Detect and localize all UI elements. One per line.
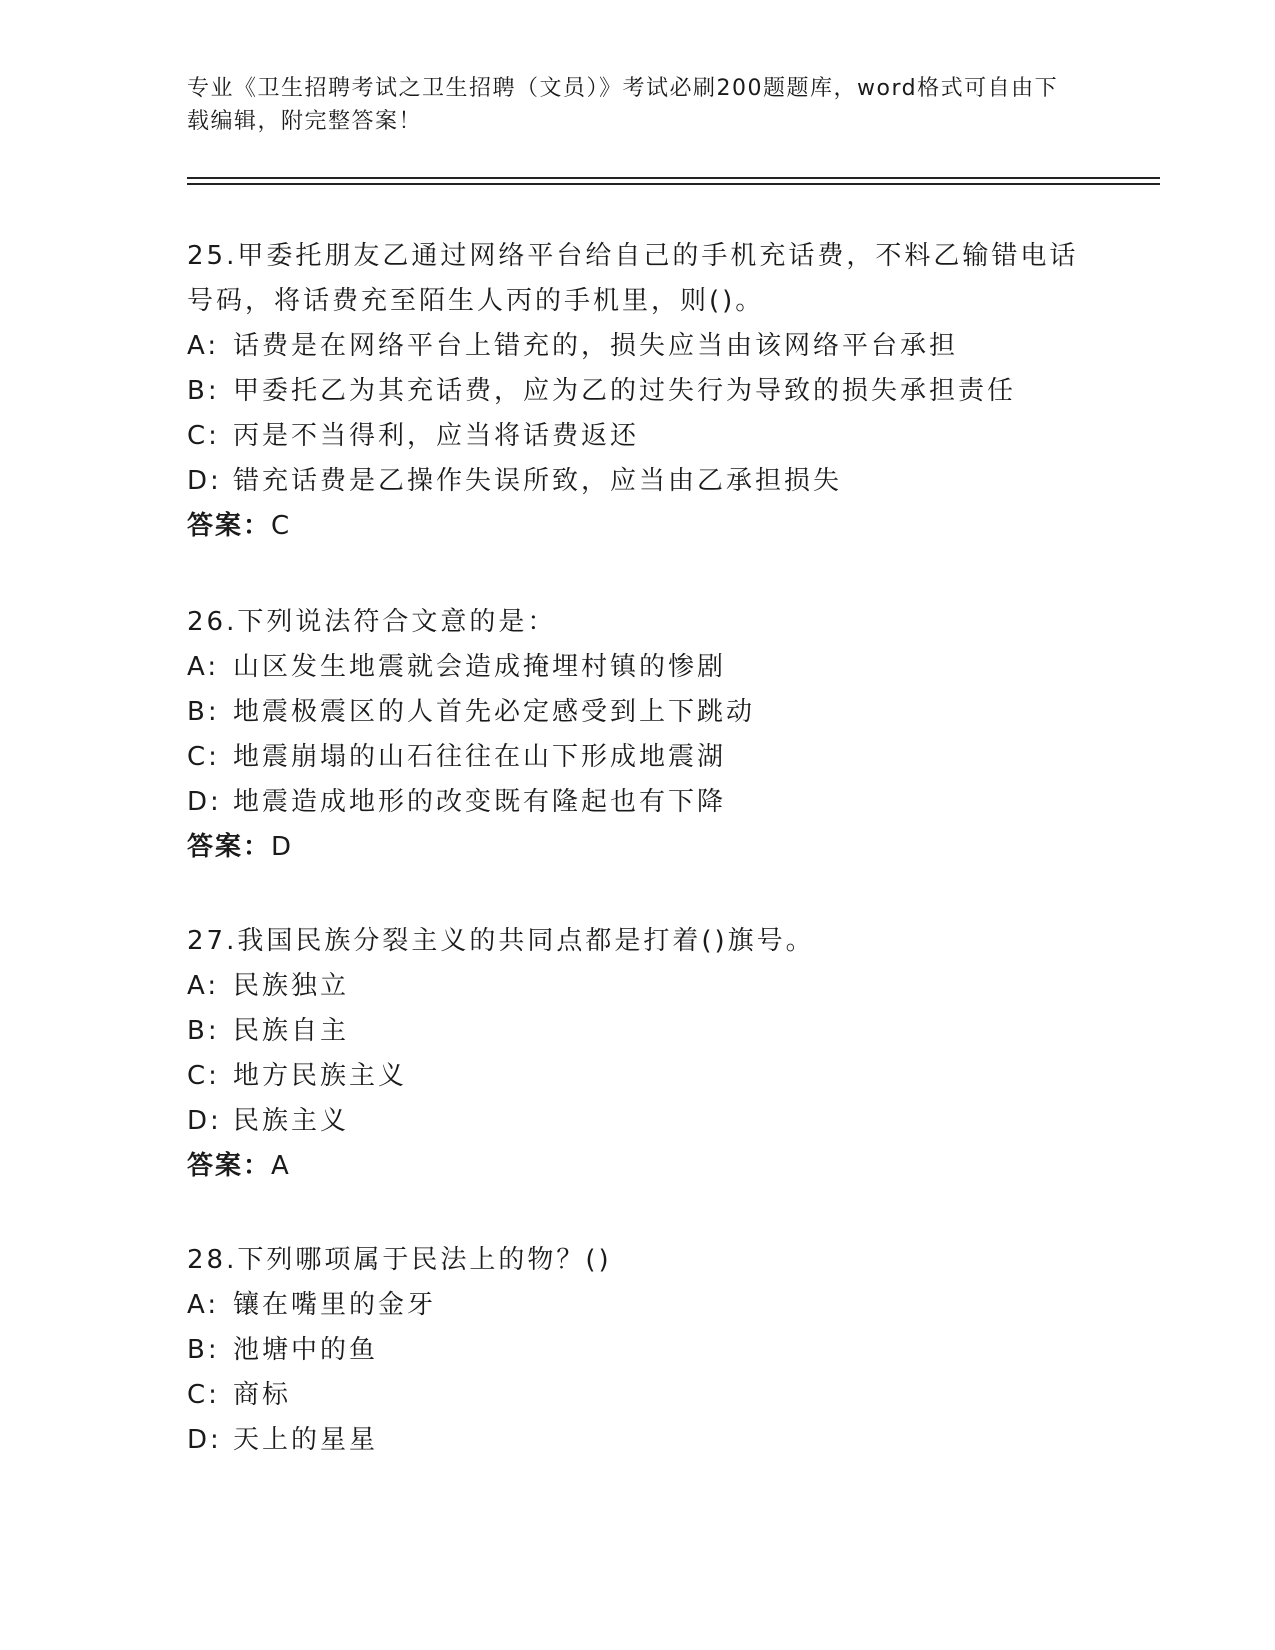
answer-label: 答案： xyxy=(187,1151,272,1181)
option-text: 商标 xyxy=(233,1380,292,1410)
answer-label: 答案： xyxy=(187,511,272,541)
option-key: A: xyxy=(187,971,220,1001)
option-key: B: xyxy=(187,697,220,727)
option-c xyxy=(187,1373,1087,1418)
answer-value: A xyxy=(271,1151,291,1181)
option-b xyxy=(187,1328,1087,1373)
option-a xyxy=(187,1283,1087,1328)
option-key: D: xyxy=(187,787,222,817)
option-b xyxy=(187,1009,1087,1054)
question-28 xyxy=(187,1238,1087,1463)
answer-line xyxy=(187,504,1087,549)
option-text: 丙是不当得利，应当将话费返还 xyxy=(233,421,640,451)
header-divider-bottom xyxy=(187,183,1160,185)
option-a xyxy=(187,964,1087,1009)
option-text: 民族独立 xyxy=(233,971,350,1001)
option-a xyxy=(187,645,1087,690)
option-key: A: xyxy=(187,652,220,682)
option-text: 地震极震区的人首先必定感受到上下跳动 xyxy=(233,697,756,727)
option-text: 错充话费是乙操作失误所致，应当由乙承担损失 xyxy=(233,466,843,496)
option-a xyxy=(187,324,1087,369)
option-text: 地震造成地形的改变既有隆起也有下降 xyxy=(233,787,727,817)
answer-label: 答案： xyxy=(187,832,272,862)
header-divider-top xyxy=(187,177,1160,179)
answer-line xyxy=(187,1144,1087,1189)
answer-value: D xyxy=(271,832,294,862)
option-key: D: xyxy=(187,466,222,496)
option-text: 民族主义 xyxy=(233,1106,350,1136)
option-b xyxy=(187,369,1087,414)
option-d xyxy=(187,459,1087,504)
option-key: C: xyxy=(187,1380,220,1410)
option-b xyxy=(187,690,1087,735)
question-26 xyxy=(187,600,1087,870)
option-d xyxy=(187,1418,1087,1463)
question-stem: 28.下列哪项属于民法上的物？() xyxy=(187,1245,612,1275)
option-key: C: xyxy=(187,421,220,451)
option-text: 民族自主 xyxy=(233,1016,350,1046)
option-d xyxy=(187,1099,1087,1144)
option-key: D: xyxy=(187,1425,222,1455)
option-c xyxy=(187,414,1087,459)
option-key: D: xyxy=(187,1106,222,1136)
option-text: 镶在嘴里的金牙 xyxy=(233,1290,437,1320)
option-key: B: xyxy=(187,1335,220,1365)
document-header-text: 专业《卫生招聘考试之卫生招聘（文员）》考试必刷200题题库，word格式可自由下载编辑，附完整答案！ xyxy=(187,76,1059,134)
option-key: A: xyxy=(187,331,220,361)
question-stem: 27.我国民族分裂主义的共同点都是打着()旗号。 xyxy=(187,926,815,956)
option-text: 天上的星星 xyxy=(233,1425,379,1455)
option-key: C: xyxy=(187,1061,220,1091)
option-text: 地震崩塌的山石往往在山下形成地震湖 xyxy=(233,742,727,772)
option-text: 地方民族主义 xyxy=(233,1061,408,1091)
option-text: 话费是在网络平台上错充的，损失应当由该网络平台承担 xyxy=(233,331,959,361)
option-key: A: xyxy=(187,1290,220,1320)
option-d xyxy=(187,780,1087,825)
option-c xyxy=(187,1054,1087,1099)
option-text: 池塘中的鱼 xyxy=(233,1335,379,1365)
question-27 xyxy=(187,919,1087,1189)
answer-line xyxy=(187,825,1087,870)
question-stem: 25.甲委托朋友乙通过网络平台给自己的手机充话费，不料乙输错电话号码，将话费充至陌生人丙的手机里，则()。 xyxy=(187,241,1079,316)
question-25 xyxy=(187,234,1087,549)
option-text: 山区发生地震就会造成掩埋村镇的惨剧 xyxy=(233,652,727,682)
question-stem: 26.下列说法符合文意的是： xyxy=(187,607,557,637)
answer-value: C xyxy=(271,511,292,541)
option-key: B: xyxy=(187,376,220,406)
option-c xyxy=(187,735,1087,780)
option-key: C: xyxy=(187,742,220,772)
option-key: B: xyxy=(187,1016,220,1046)
option-text: 甲委托乙为其充话费，应为乙的过失行为导致的损失承担责任 xyxy=(233,376,1017,406)
